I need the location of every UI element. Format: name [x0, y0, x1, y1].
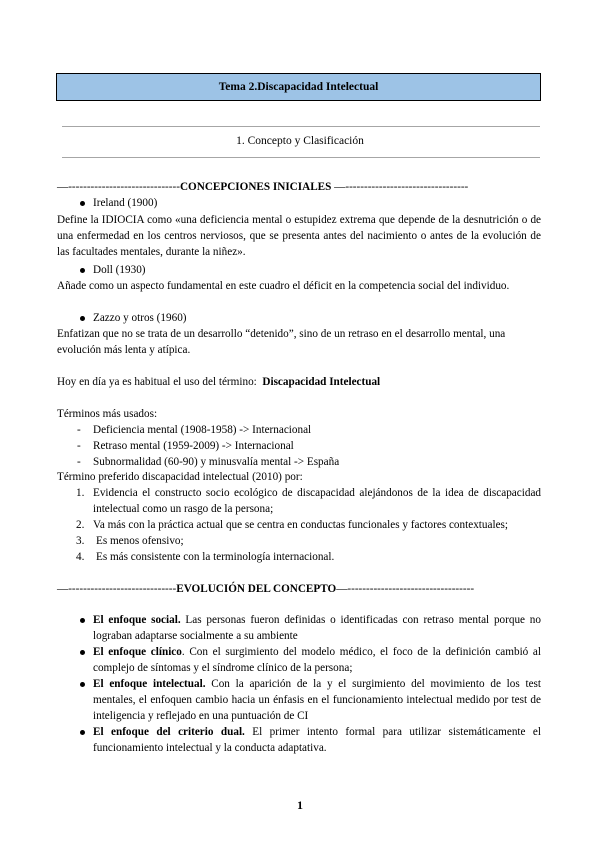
preferred-item: Evidencia el constructo socio ecológico de discapacidad alejándonos de la idea de discapacidad intelectual como un rasgo de la persona; [93, 487, 541, 515]
list-number: 2. [76, 519, 85, 531]
list-number: 3. [76, 535, 85, 547]
top-divider [62, 126, 540, 127]
list-number: 1. [76, 487, 85, 499]
bullet-icon [80, 730, 85, 735]
bottom-divider [62, 157, 540, 158]
bullet-icon [80, 618, 85, 623]
approach-clinical: El enfoque clínico. Con el surgimiento del modelo médico, el foco de la definición cambió al complejo de síntomas y el síndrome clínico de la persona; [93, 646, 541, 674]
section-heading-evolucion: —-----------------------------EVOLUCIÓN DEL CONCEPTO—---------------------------------- [57, 583, 475, 595]
bullet-icon [80, 316, 85, 321]
preferred-item: Es menos ofensivo; [96, 535, 184, 547]
document-title: Tema 2.Discapacidad Intelectual [56, 73, 541, 101]
author-doll: Doll (1930) [93, 264, 146, 276]
section-heading-concepciones: —------------------------------CONCEPCIONES INICIALES —--------------------------------- [57, 181, 469, 193]
list-number: 4. [76, 551, 85, 563]
paragraph-ireland: Define la IDIOCIA como «una deficiencia mental o estupidez extrema que depende de la desnutrición o de una enfermedad en los centros nerviosos, que se presenta antes del nacimiento o antes de la evolución de las facultades mentales, durante la niñez». [57, 214, 541, 258]
bullet-icon [80, 682, 85, 687]
approach-dual: El enfoque del criterio dual. El primer intento formal para utilizar sistemáticamente el funcionamiento intelectual y la conducta adaptativa. [93, 726, 542, 754]
preferred-heading: Término preferido discapacidad intelectual (2010) por: [57, 471, 303, 483]
paragraph-doll: Añade como un aspecto fundamental en este cuadro el déficit en la competencia social del individuo. [57, 280, 510, 292]
dash-marker: - [77, 440, 81, 452]
dash-marker: - [77, 424, 81, 436]
terms-heading: Términos más usados: [57, 408, 158, 420]
approach-intellectual: El enfoque intelectual. Con la aparición de la y el surgimiento del movimiento de los test mentales, el enfoquen cambio hacia un énfasis en el funcionamiento intelectual medido por test de inteligencia y reflejado en una puntuación de CI [93, 678, 541, 722]
page-number: 1 [297, 798, 303, 812]
paragraph-zazzo: Enfatizan que no se trata de un desarrollo “detenido”, sino de un retraso en el desarrollo mental, una evolución más lenta y atípica. [57, 328, 506, 356]
author-zazzo: Zazzo y otros (1960) [93, 312, 187, 324]
term-item: Subnormalidad (60-90) y minusvalía mental -> España [93, 456, 340, 468]
term-item: Deficiencia mental (1908-1958) -> Internacional [93, 424, 312, 436]
term-item: Retraso mental (1959-2009) -> Internacional [93, 440, 294, 452]
bullet-icon [80, 650, 85, 655]
dash-marker: - [77, 456, 81, 468]
bullet-icon [80, 268, 85, 273]
preferred-item: Es más consistente con la terminología internacional. [96, 551, 335, 563]
author-ireland: Ireland (1900) [93, 197, 158, 209]
approach-social: El enfoque social. Las personas fueron definidas o identificadas con retraso mental porque no lograban adaptarse socialmente a su ambiente [93, 614, 541, 642]
subtitle: 1. Concepto y Clasificación [236, 135, 364, 147]
today-term-line: Hoy en día ya es habitual el uso del término: Discapacidad Intelectual [57, 376, 381, 388]
bullet-icon [80, 201, 85, 206]
preferred-item: Va más con la práctica actual que se centra en conductas funcionales y factores contextuales; [93, 519, 508, 531]
